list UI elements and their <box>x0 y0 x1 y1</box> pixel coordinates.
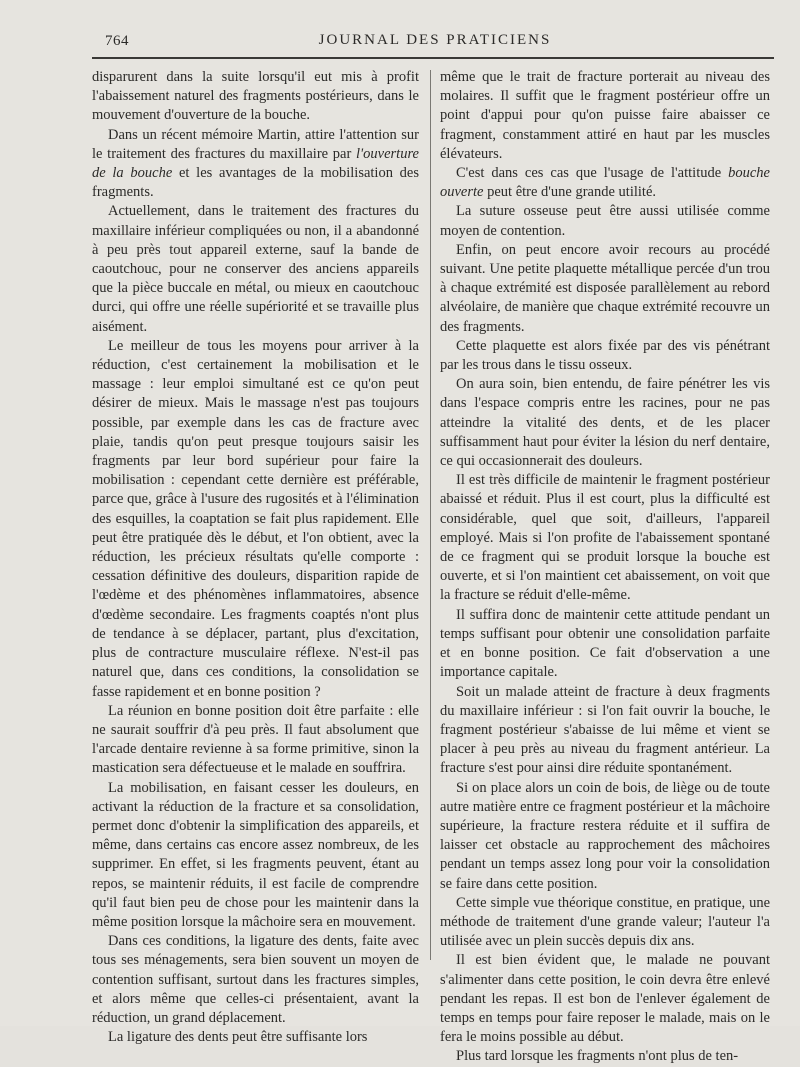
paragraph: Actuellement, dans le traitement des fractures du maxillaire inférieur compliquées ou non, il a abandonné à peu près tout appareil externe, sauf la bande de caoutchouc, pour ne conserver des anciens appareils que la pièce buccale en métal, ou mieux en caoutchouc durci, qui offre une réelle supériorité et se travaille plus aisément. <box>92 203 419 335</box>
paragraph: disparurent dans la suite lorsqu'il eut mis à profit l'abaissement naturel des fragments postérieurs, dans le mouvement d'ouverture de la bouche. <box>92 69 419 124</box>
paragraph: Le meilleur de tous les moyens pour arriver à la réduction, c'est certainement la mobilisation et le massage : leur emploi simultané est ce qu'on peut désirer de mieux. Mais le massage n'est pas toujours possible, par exemple dans les cas de fracture avec plaie, tandis qu'on peut presque toujours saisir les fragments par leur bord supérieur pour faire la mobilisation : cependant cette dernière est préférable, parce que, grâce à l'usure des rugosités et à l'élimination des esquilles, la coaptation se fait plus rapidement. Elle peut être pratiquée dès le début, et l'on obtient, avec la réduction, les précieux résultats qu'elle comporte : cessation définitive des douleurs, disparition rapide de l'œdème et des phénomènes inflammatoires, absence d'œdème secondaire. Les fragments coaptés n'ont plus de tendance à se déplacer, partant, plus d'excitation, plus de contracture musculaire réflexe. N'est-il pas naturel que, dans ces conditions, la consolidation se fasse rapidement et en bonne position ? <box>92 337 419 700</box>
paragraph: Dans ces conditions, la ligature des dents, faite avec tous ses ménagements, sera bien souvent un moyen de contention suffisant, surtout dans les fractures simples, et alors même que celles-ci présentaient, avant la réduction, un grand déplacement. <box>92 933 419 1026</box>
paragraph <box>92 126 419 203</box>
paragraph <box>440 164 770 202</box>
page-header <box>100 30 770 52</box>
paragraph-text: C'est dans ces cas que l'usage de l'attitude <box>456 165 729 182</box>
paragraph-text: et les avantages de la mobilisation des fragments. <box>92 165 420 201</box>
paragraph-text: peut être d'une grande utilité. <box>483 184 657 201</box>
paragraph: même que le trait de fracture porterait au niveau des molaires. Il suffit que le fragment postérieur offre un point d'appui pour qu'on puisse faire abaisser ce fragment, constamment attiré en haut par les muscles élévateurs. <box>440 69 770 162</box>
paragraph: La mobilisation, en faisant cesser les douleurs, en activant la réduction de la fracture et sa consolidation, permet donc d'obtenir la simplification des appareils, et même, dans certains cas encore assez nombreux, de les supprimer. En effet, si les fragments peuvent, étant au repos, se maintenir réduits, il est facile de comprendre qu'il faut bien peu de chose pour les maintenir dans la même position lorsque la mâchoire sera en mouvement. <box>92 779 419 930</box>
paragraph: Cette plaquette est alors fixée par des vis pénétrant par les trous dans le tissu osseux. <box>440 337 770 374</box>
paragraph: La réunion en bonne position doit être parfaite : elle ne saurait souffrir d'à peu près. Il faut absolument que l'arcade dentaire revienne à sa forme primitive, sinon la mastication sera défectueuse et le malade en souffrira. <box>92 702 419 777</box>
paragraph: Si on place alors un coin de bois, de liège ou de toute autre matière entre ce fragment postérieur et la mâchoire supérieure, la fracture restera réduite et il suffira de laisser cet obstacle au rapprochement des mâchoires pendant un temps assez long pour voir la consolidation se faire dans cette position. <box>440 779 770 892</box>
right-column <box>440 68 770 1067</box>
italic-phrase: l'ouverture de la bouche <box>92 145 419 182</box>
paragraph: La suture osseuse peut être aussi utilisée comme moyen de contention. <box>440 203 770 239</box>
page-number: 764 <box>105 33 129 49</box>
column-divider <box>430 70 431 960</box>
running-title: JOURNAL DES PRATICIENS <box>318 32 552 48</box>
paragraph: Soit un malade atteint de fracture à deux fragments du maxillaire inférieur : si l'on fait ouvrir la bouche, le fragment postérieur s'abaisse de lui même et vient se placer à peu près au niveau du fragment antérieur. La fracture s'est pour ainsi dire réduite spontanément. <box>440 683 770 777</box>
paragraph: Il est bien évident que, le malade ne pouvant s'alimenter dans cette position, le coin devra être enlevé pendant les repas. Il est bon de l'enlever également de temps en temps pour faire reposer le malade, mais on le fera le moins possible au début. <box>440 952 770 1046</box>
italic-phrase: bouche ouverte <box>440 165 770 201</box>
paragraph: La ligature des dents peut être suffisante lors <box>108 1029 368 1046</box>
header-rule <box>92 57 774 59</box>
paragraph: Il suffira donc de maintenir cette attitude pendant un temps suffisant pour obtenir une consolidation parfaite et en bonne position. Ce fait d'observation a une importance capitale. <box>440 606 770 681</box>
paragraph: Enfin, on peut encore avoir recours au procédé suivant. Une petite plaquette métallique percée d'un trou à chaque extrémité est disposée parallèlement au rebord alvéolaire, de manière que chaque extrémité recouvre un des fragments. <box>440 241 770 335</box>
paragraph: On aura soin, bien entendu, de faire pénétrer les vis dans l'espace compris entre les racines, pour ne pas atteindre la vitalité des dents, et de les placer suffisamment haut pour éviter la lésion du nerf dentaire, ce qui occasionnerait des douleurs. <box>440 376 770 470</box>
paragraph: Cette simple vue théorique constitue, en pratique, une méthode de traitement d'une grande valeur; l'auteur l'a utilisée avec un plein succès depuis dix ans. <box>440 894 770 950</box>
paragraph-text: Dans un récent mémoire Martin, attire l'attention sur le traitement des fractures du maxillaire par <box>92 126 419 162</box>
left-column <box>92 68 419 1047</box>
paragraph: Plus tard lorsque les fragments n'ont plus de ten- <box>456 1048 739 1065</box>
paragraph: Il est très difficile de maintenir le fragment postérieur abaissé et réduit. Plus il est court, plus la difficulté est considérable, quel que soit, d'ailleurs, l'appareil employé. Mais si l'on profite de l'abaissement spontané de ce fragment qui se produit lorsque la bouche est ouverte, et si l'on maintient cet abaissement, on voit que la fracture se réduit d'elle-même. <box>440 472 770 604</box>
